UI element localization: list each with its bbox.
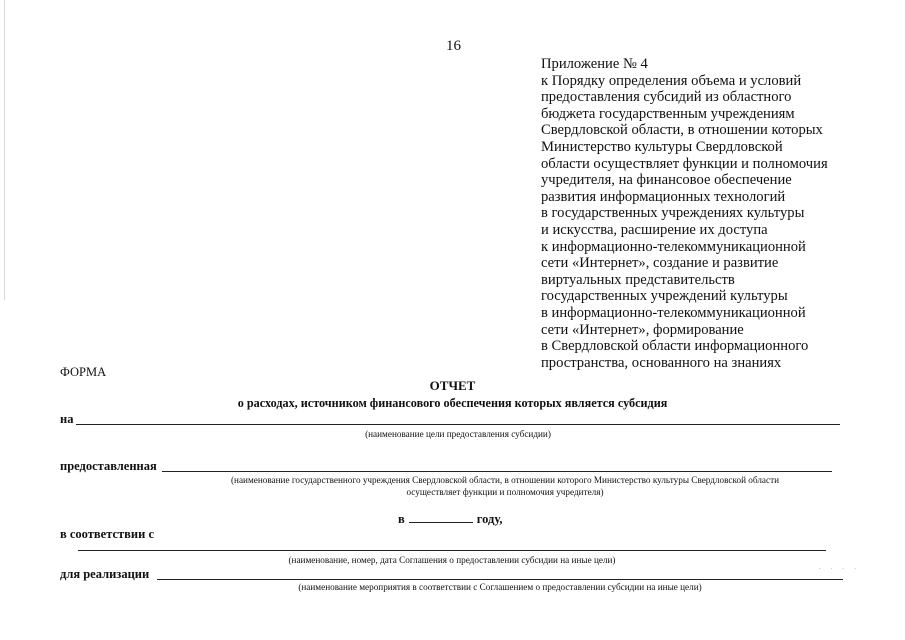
provided-label: предоставленная bbox=[60, 459, 157, 473]
appendix-line: сети «Интернет», формирование bbox=[541, 321, 744, 338]
appendix-line: сети «Интернет», создание и развитие bbox=[541, 255, 779, 272]
appendix-block bbox=[541, 56, 861, 371]
agreement-label: в соответствии с bbox=[60, 527, 155, 541]
appendix-line: к Порядку определения объема и условий bbox=[541, 72, 802, 89]
appendix-line: в информационно-телекоммуникационной bbox=[541, 304, 806, 321]
page-number: 16 bbox=[446, 38, 461, 54]
year-prefix: в bbox=[398, 512, 405, 526]
appendix-line: государственных учреждений культуры bbox=[541, 288, 788, 305]
implementation-label: для реализации bbox=[60, 567, 150, 581]
form-label: ФОРМА bbox=[60, 365, 107, 379]
appendix-line: в Свердловской области информационного bbox=[541, 338, 809, 355]
appendix-line: бюджета государственным учреждениям bbox=[541, 105, 795, 122]
appendix-line: области осуществляет функции и полномочия bbox=[541, 155, 828, 172]
purpose-caption: (наименование цели предоставления субсидии) bbox=[365, 429, 551, 439]
appendix-line: учредителя, на финансовое обеспечение bbox=[541, 172, 792, 189]
appendix-line: развития информационных технологий bbox=[541, 188, 786, 205]
year-suffix: году, bbox=[476, 512, 503, 526]
appendix-line: предоставления субсидий из областного bbox=[541, 89, 792, 106]
year-line bbox=[398, 512, 502, 527]
appendix-line: к информационно-телекоммуникационной bbox=[541, 238, 806, 255]
provided-field[interactable] bbox=[162, 471, 832, 472]
implementation-caption: (наименование мероприятия в соответствии с Соглашением о предоставлении субсидии на иные цели) bbox=[298, 582, 702, 592]
provided-caption-line2: осуществляет функции и полномочия учредителя) bbox=[406, 487, 604, 497]
appendix-title: Приложение № 4 bbox=[541, 56, 648, 72]
report-title: ОТЧЕТ bbox=[429, 378, 476, 393]
appendix-line: пространства, основанного на знаниях bbox=[541, 354, 782, 371]
scan-dots: · · · · bbox=[818, 564, 860, 575]
appendix-line: и искусства, расширение их доступа bbox=[541, 221, 768, 238]
purpose-label: на bbox=[60, 412, 74, 426]
implementation-field[interactable] bbox=[157, 579, 843, 580]
year-field[interactable] bbox=[409, 512, 473, 523]
provided-caption-line1: (наименование государственного учреждения Свердловской области, в отношении которого Министерство культуры Свердловской области bbox=[230, 475, 780, 485]
agreement-caption: (наименование, номер, дата Соглашения о предоставлении субсидии на иные цели) bbox=[288, 555, 616, 565]
appendix-line: в государственных учреждениях культуры bbox=[541, 205, 805, 222]
report-subtitle: о расходах, источником финансового обеспечения которых является субсидия bbox=[237, 396, 668, 410]
scan-edge-mark bbox=[4, 0, 5, 300]
appendix-line: виртуальных представительств bbox=[541, 271, 735, 288]
appendix-line: Свердловской области, в отношении которых bbox=[541, 122, 823, 139]
agreement-field[interactable] bbox=[78, 550, 826, 551]
purpose-field[interactable] bbox=[76, 424, 840, 425]
appendix-line: Министерство культуры Свердловской bbox=[541, 138, 783, 155]
